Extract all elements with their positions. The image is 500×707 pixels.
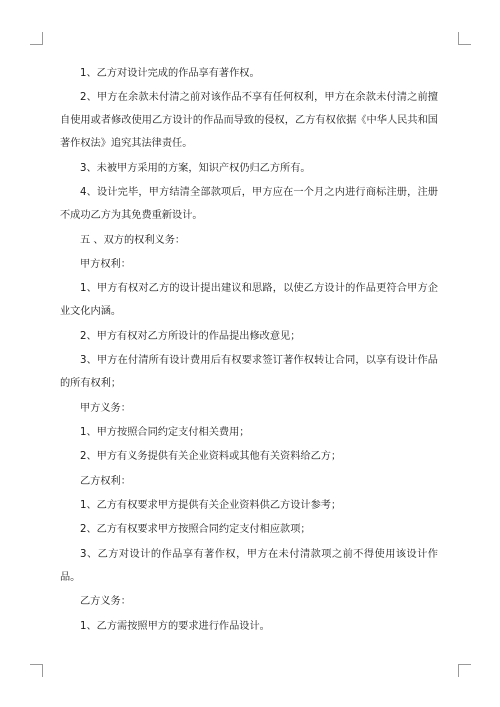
subheading-party-a-rights: 甲方权利： [80,258,131,270]
paragraph-unused-proposals: 3、未被甲方采用的方案，知识产权仍归乙方所有。 [80,162,311,174]
crop-mark-bottom-left [30,664,43,677]
crop-mark-bottom-right [458,664,471,677]
crop-mark-top-left [30,32,43,45]
paragraph-party-b-obligation-1: 1、乙方需按照甲方的要求进行作品设计。 [80,620,270,632]
paragraph-party-a-right-2: 2、甲方有权对乙方所设计的作品提出修改意见； [80,330,301,342]
paragraph-party-b-right-1: 1、乙方有权要求甲方提供有关企业资料供乙方设计参考； [80,500,342,512]
crop-mark-top-right [458,32,471,45]
subheading-party-b-obligations: 乙方义务： [80,596,131,608]
paragraph-party-a-obligation-2: 2、甲方有义务提供有关企业资料或其他有关资料给乙方； [80,451,342,463]
subheading-party-a-obligations: 甲方义务： [80,402,131,414]
subheading-party-b-rights: 乙方权利： [80,475,131,487]
paragraph-party-a-right-3: 3、甲方在付清所有设计费用后有权要求签订著作权转让合同，以享有设计作品的所有权利； [60,355,438,390]
section-heading-rights-obligations: 五 、双方的权利义务： [80,234,186,246]
paragraph-party-a-right-1: 1、甲方有权对乙方的设计提出建议和思路，以使乙方设计的作品更符合甲方企业文化内涵。 [60,283,438,318]
paragraph-party-a-obligation-1: 1、甲方按照合同约定支付相关费用； [80,426,250,438]
paragraph-party-b-right-2: 2、乙方有权要求甲方按照合同约定支付相应款项； [80,524,311,536]
paragraph-trademark-registration: 4、设计完毕，甲方结清全部款项后，甲方应在一个月之内进行商标注册，注册不成功乙方为其免费重新设计。 [60,187,438,222]
document-body [60,62,438,639]
paragraph-ownership-copyright: 1、乙方对设计完成的作品享有著作权。 [80,68,260,79]
paragraph-party-b-right-3: 3、乙方对设计的作品享有著作权，甲方在未付清款项之前不得使用该设计作品。 [60,548,438,583]
paragraph-unpaid-balance: 2、甲方在余款未付清之前对该作品不享有任何权利，甲方在余款未付清之前擅自使用或者修改使用乙方设计的作品而导致的侵权，乙方有权依据《中华人民共和国著作权法》追究其法律责任。 [60,92,438,150]
